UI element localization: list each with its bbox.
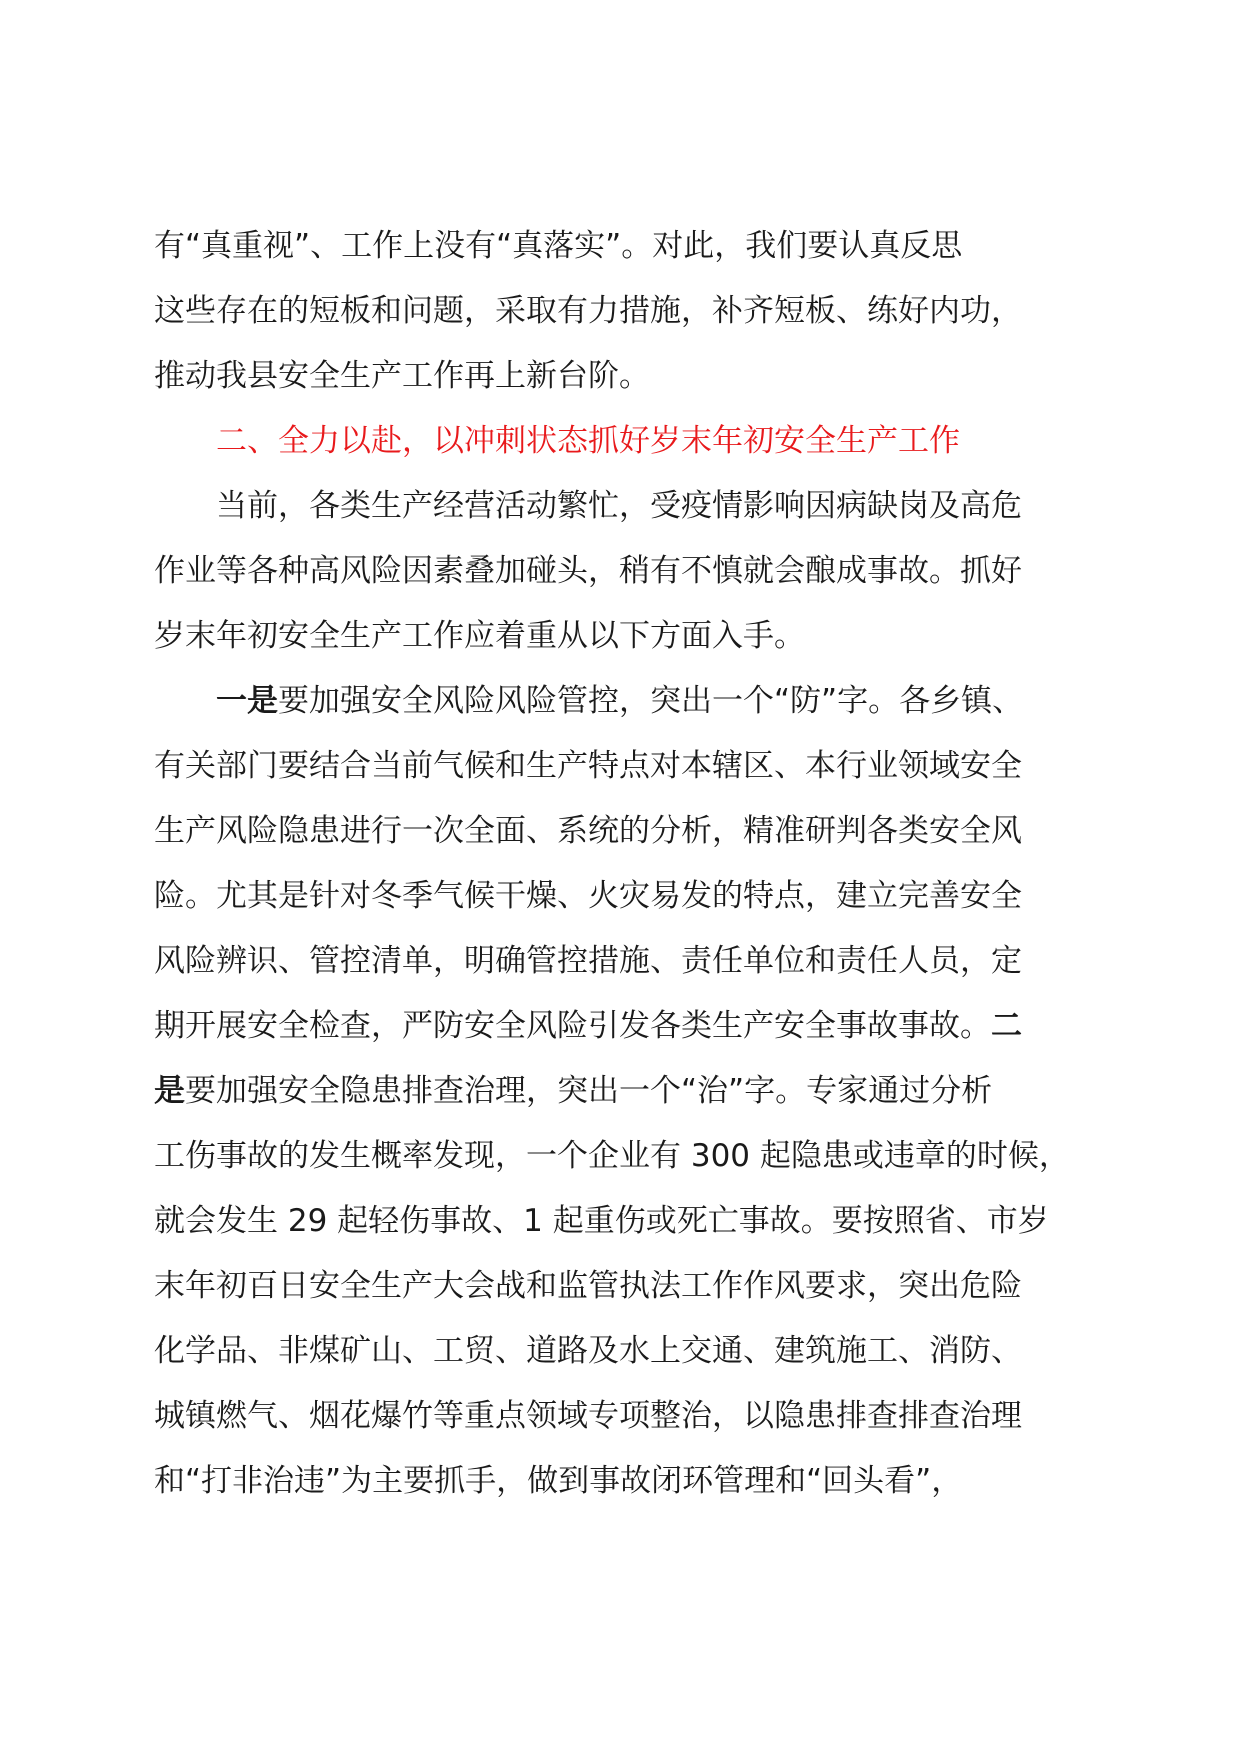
- text-span: 要加强安全隐患排查治理，突出一个“治”字。专家通过分析: [185, 1073, 993, 1109]
- text-line: [154, 669, 1094, 734]
- text-line: 生产风险隐患进行一次全面、系统的分析，精准研判各类安全风: [154, 813, 1022, 849]
- document-body: [154, 214, 1094, 1514]
- text-line: 城镇燃气、烟花爆竹等重点领域专项整治，以隐患排查排查治理: [154, 1398, 1022, 1434]
- text-line: 有关部门要结合当前气候和生产特点对本辖区、本行业领域安全: [154, 748, 1022, 784]
- text-line: 末年初百日安全生产大会战和监管执法工作作风要求，突出危险: [154, 1268, 1022, 1304]
- paragraph-measures: [154, 669, 1094, 1514]
- measure-two-marker-part1: 二: [991, 1008, 1022, 1044]
- text-line: 风险辨识、管控清单，明确管控措施、责任单位和责任人员，定: [154, 943, 1022, 979]
- text-line: 作业等各种高风险因素叠加碰头，稍有不慎就会酿成事故。抓好: [154, 553, 1022, 589]
- text-line: 就会发生 29 起轻伤事故、1 起重伤或死亡事故。要按照省、市岁: [154, 1203, 1049, 1239]
- text-span: 要加强安全风险风险管控，突出一个“防”字。各乡镇、: [278, 683, 1024, 719]
- text-line: 当前，各类生产经营活动繁忙，受疫情影响因病缺岗及高危: [216, 488, 1022, 524]
- paragraph-current-situation: [154, 474, 1094, 669]
- paragraph-continuation: [154, 214, 1094, 409]
- text-line: 和“打非治违”为主要抓手，做到事故闭环管理和“回头看”，: [154, 1463, 963, 1499]
- text-line: 推动我县安全生产工作再上新台阶。: [154, 358, 650, 394]
- text-line: [154, 994, 1094, 1059]
- text-line: [154, 1059, 1094, 1124]
- section-heading: 二、全力以赴，以冲刺状态抓好岁末年初安全生产工作: [216, 423, 960, 459]
- text-line: 岁末年初安全生产工作应着重从以下方面入手。: [154, 618, 805, 654]
- text-line: 这些存在的短板和问题，采取有力措施，补齐短板、练好内功，: [154, 293, 1022, 329]
- text-line: 工伤事故的发生概率发现，一个企业有 300 起隐患或违章的时候，: [154, 1138, 1070, 1174]
- measure-two-marker-part2: 是: [154, 1073, 185, 1109]
- text-line: 有“真重视”、工作上没有“真落实”。对此，我们要认真反思: [154, 228, 963, 264]
- measure-one-marker: 一是: [216, 683, 278, 719]
- text-span: 期开展安全检查，严防安全风险引发各类生产安全事故事故。: [154, 1008, 991, 1044]
- text-line: 险。尤其是针对冬季气候干燥、火灾易发的特点，建立完善安全: [154, 878, 1022, 914]
- text-line: 化学品、非煤矿山、工贸、道路及水上交通、建筑施工、消防、: [154, 1333, 1022, 1369]
